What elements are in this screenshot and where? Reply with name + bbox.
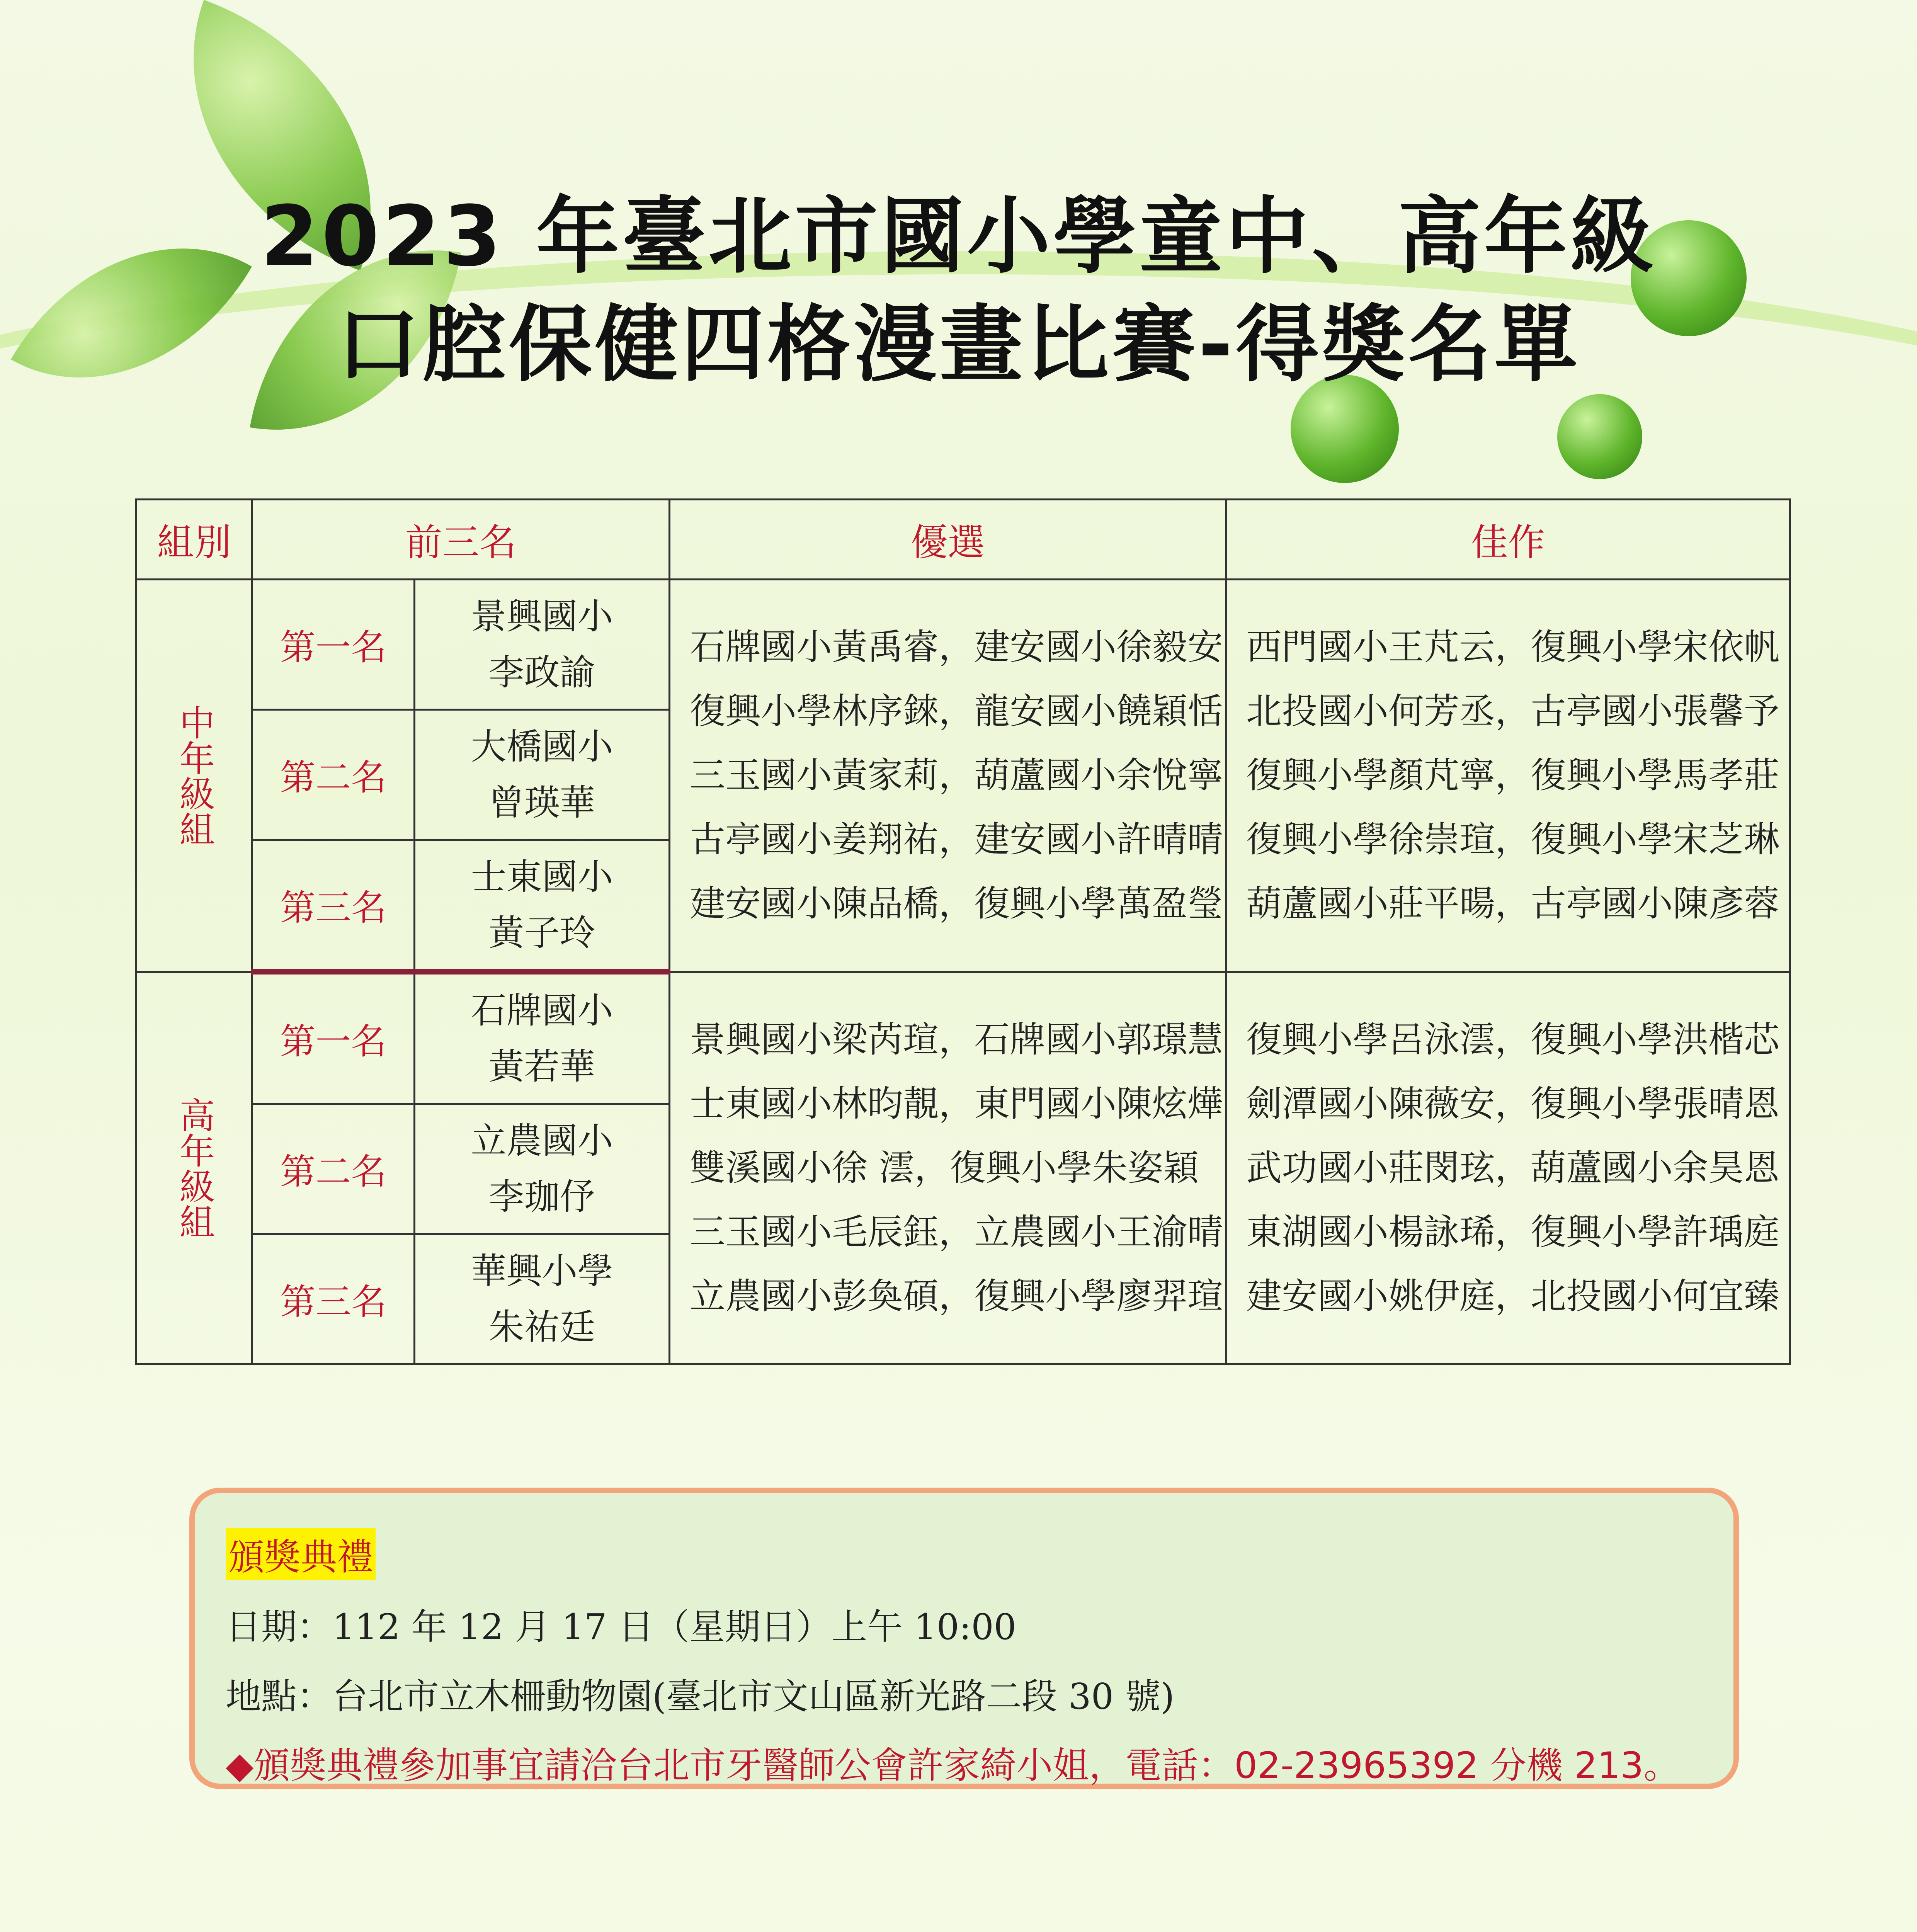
list-item: 石牌國小黃禹睿，建安國小徐毅安 xyxy=(690,626,1223,668)
honorable-list xyxy=(1226,972,1790,1364)
winner-student: 黃若華 xyxy=(488,1046,595,1087)
winner-cell xyxy=(415,1234,670,1364)
rank-label: 第二名 xyxy=(252,710,415,840)
list-item: 復興小學林序錸，龍安國小饒穎恬 xyxy=(690,690,1223,732)
header-top-three: 前三名 xyxy=(252,500,670,580)
header-honorable: 佳作 xyxy=(1226,500,1790,580)
awards-table xyxy=(135,498,1791,1365)
ceremony-notice-box xyxy=(189,1488,1739,1789)
list-item: 復興小學徐崇瑄，復興小學宋芝琳 xyxy=(1246,819,1780,861)
green-ball-decoration xyxy=(1557,394,1642,479)
winner-school: 石牌國小 xyxy=(471,990,613,1031)
winner-school: 大橋國小 xyxy=(471,726,613,767)
list-item: 建安國小陳品橋，復興小學萬盈瑩 xyxy=(690,883,1223,925)
list-item: 北投國小何芳丞，古亭國小張馨予 xyxy=(1246,690,1780,732)
group-name xyxy=(136,580,252,972)
list-item: 雙溪國小徐 澐，復興小學朱姿穎 xyxy=(690,1147,1199,1189)
list-item: 三玉國小黃家莉，葫蘆國小余悅寧 xyxy=(690,755,1223,796)
winner-cell xyxy=(415,840,670,972)
table-row xyxy=(136,580,1790,710)
group-label-vertical: 高年級組 xyxy=(173,1097,215,1239)
honorable-list xyxy=(1226,580,1790,972)
winner-school: 華興小學 xyxy=(471,1250,613,1292)
list-item: 建安國小姚伊庭，北投國小何宜臻 xyxy=(1246,1275,1780,1317)
ceremony-location: 地點：台北市立木柵動物園(臺北市文山區新光路二段 30 號) xyxy=(226,1676,1175,1717)
merit-list xyxy=(670,972,1226,1364)
winner-cell xyxy=(415,710,670,840)
page-title: 2023 年臺北市國小學童中、高年級 xyxy=(260,188,1657,285)
list-item: 士東國小林昀靚，東門國小陳炫燁 xyxy=(690,1083,1223,1124)
rank-label: 第三名 xyxy=(252,840,415,972)
header-group: 組別 xyxy=(136,500,252,580)
winner-cell xyxy=(415,972,670,1104)
table-header-row xyxy=(136,500,1790,580)
header-merit: 優選 xyxy=(670,500,1226,580)
winner-student: 曾瑛華 xyxy=(488,782,595,823)
winner-school: 士東國小 xyxy=(471,856,613,898)
list-item: 葫蘆國小莊平暘，古亭國小陳彥蓉 xyxy=(1246,883,1780,925)
table-row xyxy=(136,972,1790,1104)
ceremony-title: 頒獎典禮 xyxy=(226,1528,376,1580)
rank-label: 第一名 xyxy=(252,580,415,710)
group-label-vertical: 中年級組 xyxy=(173,704,215,847)
list-item: 復興小學呂泳澐，復興小學洪楷芯 xyxy=(1246,1019,1780,1060)
ceremony-contact: ◆頒獎典禮參加事宜請洽台北市牙醫師公會許家綺小姐，電話：02-23965392 分機 213。 xyxy=(226,1745,1680,1787)
rank-label: 第二名 xyxy=(252,1104,415,1234)
winner-cell xyxy=(415,1104,670,1234)
merit-list xyxy=(670,580,1226,972)
winner-school: 立農國小 xyxy=(471,1120,613,1162)
winner-school: 景興國小 xyxy=(471,596,613,637)
list-item: 劍潭國小陳薇安，復興小學張晴恩 xyxy=(1246,1083,1780,1124)
page-subtitle: 口腔保健四格漫畫比賽-得獎名單 xyxy=(336,296,1581,393)
group-name xyxy=(136,972,252,1364)
list-item: 武功國小莊閔玹，葫蘆國小余昊恩 xyxy=(1246,1147,1780,1189)
list-item: 三玉國小毛辰鈺，立農國小王渝晴 xyxy=(690,1211,1223,1253)
list-item: 景興國小梁芮瑄，石牌國小郭璟慧 xyxy=(690,1019,1223,1060)
list-item: 東湖國小楊詠琋，復興小學許瑀庭 xyxy=(1246,1211,1780,1253)
winner-cell xyxy=(415,580,670,710)
rank-label: 第一名 xyxy=(252,972,415,1104)
list-item: 古亭國小姜翔祐，建安國小許晴晴 xyxy=(690,819,1223,861)
list-item: 復興小學顏芃寧，復興小學馬孝莊 xyxy=(1246,755,1780,796)
ceremony-date: 日期：112 年 12 月 17 日（星期日）上午 10:00 xyxy=(226,1606,1017,1648)
list-item: 西門國小王芃云，復興小學宋依帆 xyxy=(1246,626,1780,668)
winner-student: 李政諭 xyxy=(488,652,595,693)
winner-student: 李珈伃 xyxy=(488,1176,595,1218)
winner-student: 黃子玲 xyxy=(488,912,595,954)
rank-label: 第三名 xyxy=(252,1234,415,1364)
list-item: 立農國小彭奐碩，復興小學廖羿瑄 xyxy=(690,1275,1223,1317)
winner-student: 朱祐廷 xyxy=(488,1306,595,1348)
